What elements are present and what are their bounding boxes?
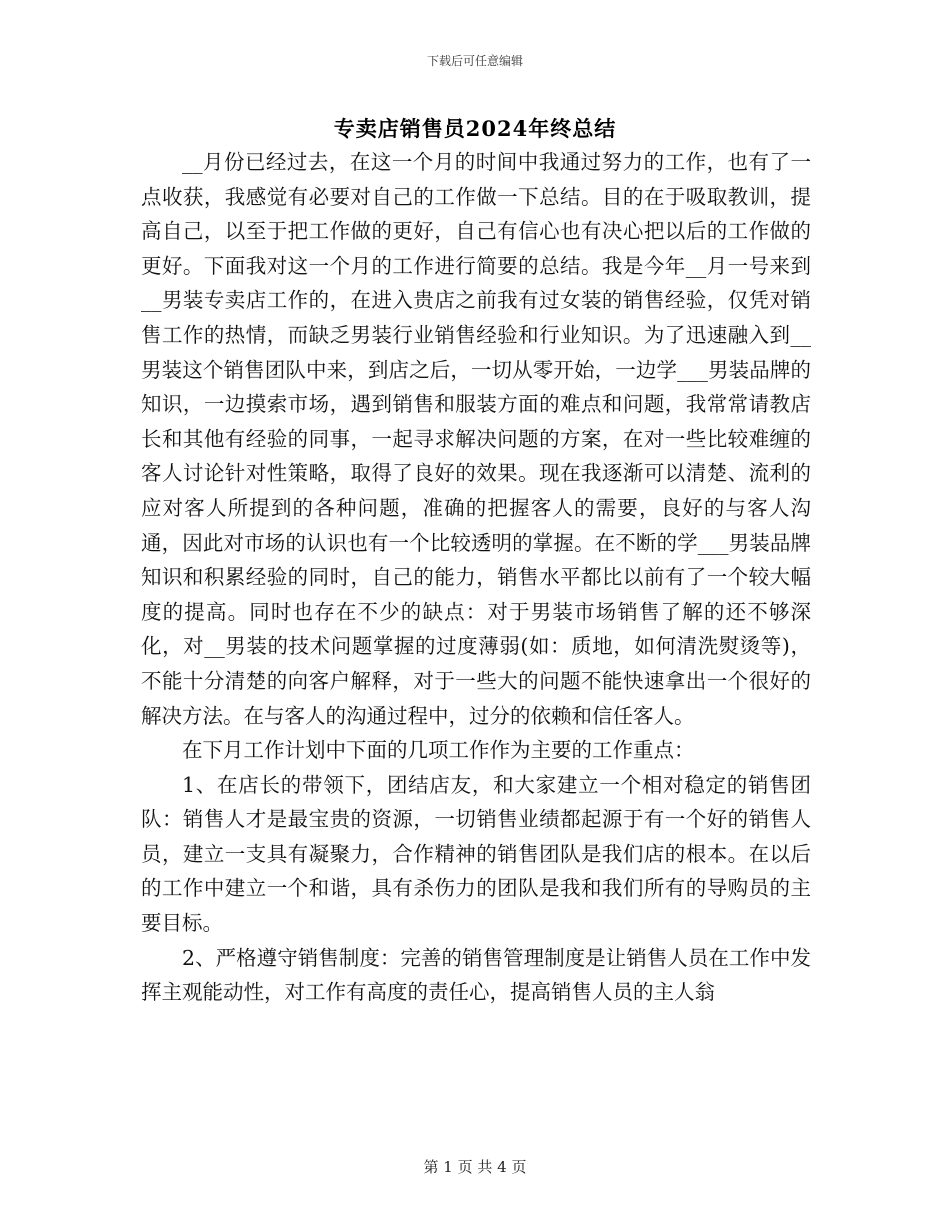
page-header: 下载后可任意编辑 (426, 54, 523, 68)
paragraph-item-1: 1、在店长的带领下，团结店友，和大家建立一个相对稳定的销售团队：销售人才是最宝贵的资源，一切销售业绩都起源于有一个好的销售人员，建立一支具有凝聚力，合作精神的销售团队是我们店的根本。在以后的工作中建立一个和谐，具有杀伤力的团队是我和我们所有的导购员的主要目标。 (141, 772, 811, 936)
paragraph-intro: __月份已经过去，在这一个月的时间中我通过努力的工作，也有了一点收获，我感觉有必要对自己的工作做一下总结。目的在于吸取教训，提高自己，以至于把工作做的更好，自己有信心也有决心把以后的工作做的更好。下面我对这一个月的工作进行简要的总结。我是今年__月一号来到__男装专卖店工作的，在进入贵店之前我有过女装的销售经验，仅凭对销售工作的热情，而缺乏男装行业销售经验和行业知识。为了迅速融入到__男装这个销售团队中来，到店之后，一切从零开始，一边学___男装品牌的知识，一边摸索市场，遇到销售和服装方面的难点和问题，我常常请教店长和其他有经验的同事，一起寻求解决问题的方案，在对一些比较难缠的客人讨论针对性策略，取得了良好的效果。现在我逐渐可以清楚、流利的应对客人所提到的各种问题，准确的把握客人的需要，良好的与客人沟通，因此对市场的认识也有一个比较透明的掌握。在不断的学___男装品牌知识和积累经验的同时，自己的能力，销售水平都比以前有了一个较大幅度的提高。同时也存在不少的缺点：对于男装市场销售了解的还不够深化，对__男装的技术问题掌握的过度薄弱(如：质地，如何清洗熨烫等)，不能十分清楚的向客户解释，对于一些大的问题不能快速拿出一个很好的解决方法。在与客人的沟通过程中，过分的依赖和信任客人。 (141, 150, 811, 728)
document-title: 专卖店销售员2024年终总结 (333, 116, 617, 141)
page-footer: 第 1 页 共 4 页 (423, 1158, 527, 1176)
document-body (141, 145, 811, 1010)
paragraph-plan-heading: 在下月工作计划中下面的几项工作作为主要的工作重点： (182, 738, 695, 763)
paragraph-item-2: 2、严格遵守销售制度：完善的销售管理制度是让销售人员在工作中发挥主观能动性，对工作有高度的责任心，提高销售人员的主人翁 (141, 945, 811, 1005)
